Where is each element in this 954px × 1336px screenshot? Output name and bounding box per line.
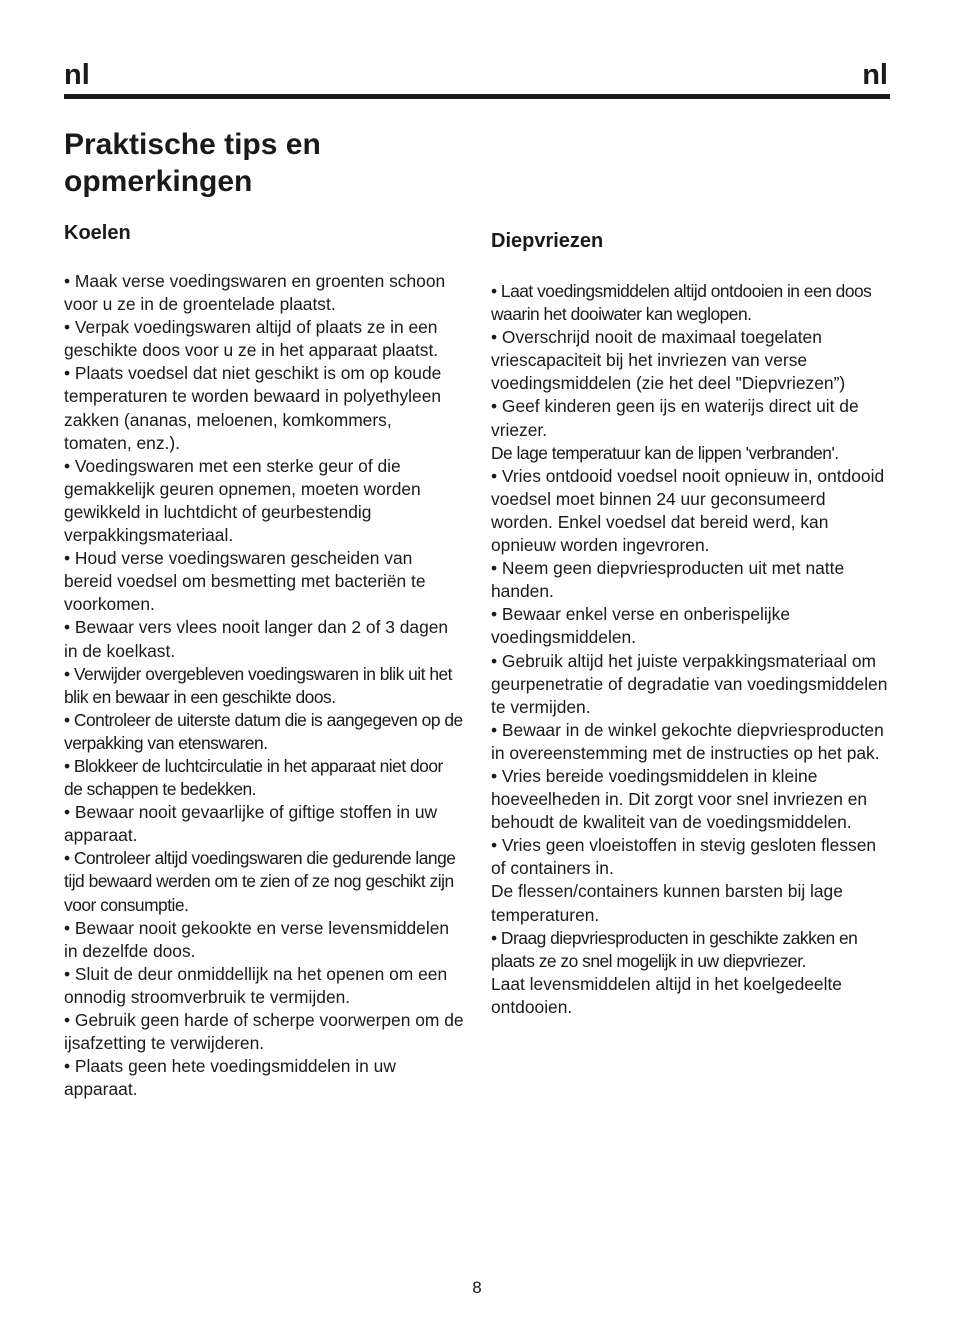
list-item: • Voedingswaren met een sterke geur of die gemakkelijk geuren opnemen, moeten worden gewikkeld in luchtdicht of geurbestendig verpakkingsmateriaal. [64,455,421,546]
list-item: • Gebruik altijd het juiste verpakkingsmateriaal om geurpenetratie of degradatie van voedingsmiddelen te vermijden. [491,650,888,717]
list-item: • Vries bereide voedingsmiddelen in kleine hoeveelheden in. Dit zorgt voor snel invriezen en behoudt de kwaliteit van de voedingsmiddelen. [491,765,868,833]
list-item: Laat levensmiddelen altijd in het koelgedeelte ontdooien. [491,973,842,1017]
list-item: • Bewaar in de winkel gekochte diepvriesproducten in overeenstemming met de instructies op het pak. [491,719,884,763]
list-item: • Bewaar nooit gekookte en verse levensmiddelen in dezelfde doos. [64,917,450,961]
diepvriezen-list [491,280,891,1019]
list-item: • Blokkeer de luchtcirculatie in het apparaat niet door de schappen te bedekken. [64,755,443,800]
list-item: • Overschrijd nooit de maximaal toegelaten vriescapaciteit bij het invriezen van verse voedingsmiddelen (zie het deel "Diepvriezen”) [491,327,846,394]
list-item: • Houd verse voedingswaren gescheiden van bereid voedsel om besmetting met bacteriën te voorkomen. [64,548,426,615]
list-item: • Plaats geen hete voedingsmiddelen in uw apparaat. [64,1056,396,1100]
diepvriezen-section [491,227,891,1019]
list-item: • Vries ontdooid voedsel nooit opnieuw in, ontdooid voedsel moet binnen 24 uur geconsumeerd worden. Enkel voedsel dat bereid werd, kan opnieuw worden ingevroren. [491,465,885,556]
page-title: Praktische tips en opmerkingen [64,128,321,198]
list-item: • Maak verse voedingswaren en groenten schoon voor u ze in de groentelade plaatst. [64,271,446,315]
list-item: • Gebruik geen harde of scherpe voorwerpen om de ijsafzetting te verwijderen. [64,1010,464,1054]
list-item: • Sluit de deur onmiddellijk na het openen om een onnodig stroomverbruik te vermijden. [64,963,448,1007]
list-item: • Verwijder overgebleven voedingswaren in blik uit het blik en bewaar in een geschikte doos. [64,663,453,707]
list-item: • Bewaar vers vlees nooit langer dan 2 of 3 dagen in de koelkast. [64,617,449,661]
diepvriezen-heading: Diepvriezen [491,230,604,252]
list-item: De lage temperatuur kan de lippen 'verbranden'. [491,442,839,463]
page-number: 8 [472,1278,482,1297]
language-label-right: nl [862,59,888,91]
koelen-section [64,219,464,1101]
koelen-list [64,270,464,1101]
list-item: • Neem geen diepvriesproducten uit met natte handen. [491,558,845,602]
list-item: • Controleer altijd voedingswaren die gedurende lange tijd bewaard werden om te zien of ze nog geschikt zijn voor consumptie. [64,848,456,915]
list-item: • Bewaar nooit gevaarlijke of giftige stoffen in uw apparaat. [64,802,438,846]
list-item: • Vries geen vloeistoffen in stevig gesloten flessen of containers in. [491,835,877,879]
list-item: • Verpak voedingswaren altijd of plaats ze in een geschikte doos voor u ze in het apparaat plaatst. [64,317,439,361]
list-item: De flessen/containers kunnen barsten bij lage temperaturen. [491,881,843,925]
list-item: • Bewaar enkel verse en onberispelijke voedingsmiddelen. [491,604,790,648]
list-item: • Plaats voedsel dat niet geschikt is om op koude temperaturen te worden bewaard in polyethyleen zakken (ananas, meloenen, komkommers, tomaten, enz.). [64,363,442,453]
list-item: • Draag diepvriesproducten in geschikte zakken en plaats ze zo snel mogelijk in uw diepvriezer. [491,927,858,971]
language-label-left: nl [64,59,90,91]
list-item: • Geef kinderen geen ijs en waterijs direct uit de vriezer. [491,396,859,440]
header-rule [64,94,890,99]
koelen-heading: Koelen [64,222,131,244]
list-item: • Laat voedingsmiddelen altijd ontdooien in een doos waarin het dooiwater kan weglopen. [491,281,872,325]
list-item: • Controleer de uiterste datum die is aangegeven op de verpakking van etenswaren. [64,709,463,753]
